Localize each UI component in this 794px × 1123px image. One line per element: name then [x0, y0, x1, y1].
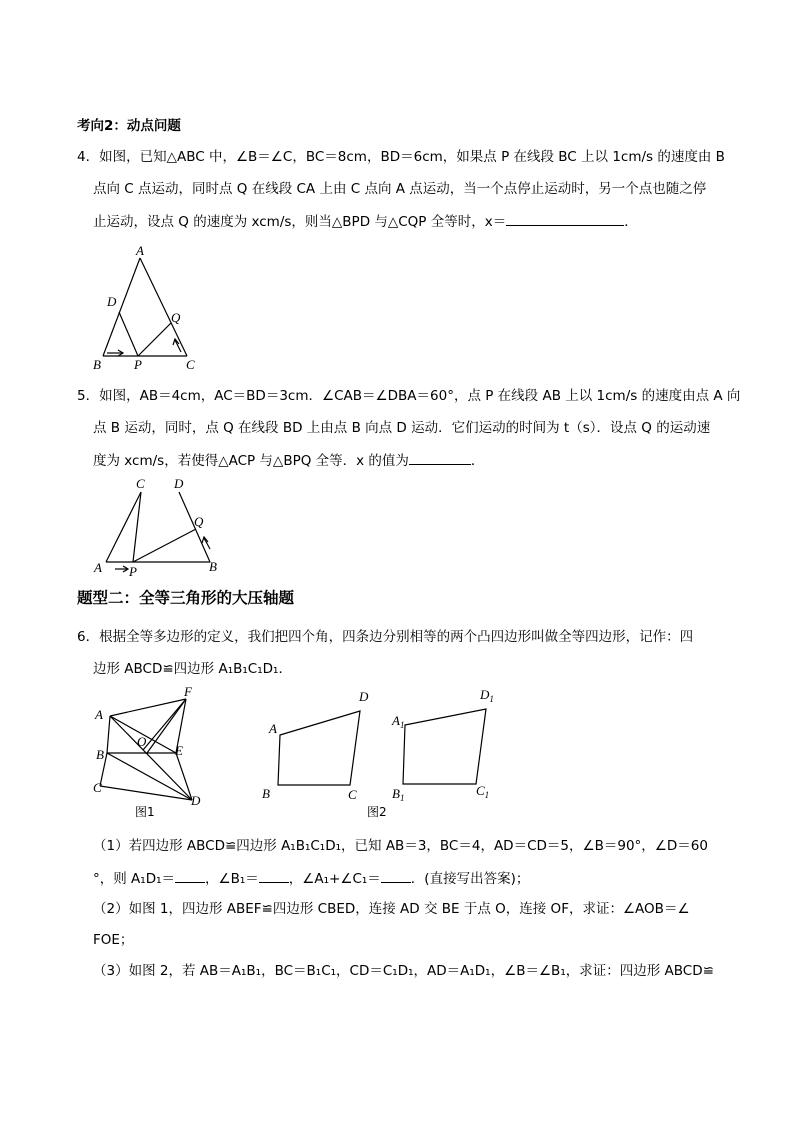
- q6-blank-a1d1[interactable]: [175, 870, 205, 883]
- fig1-label-c: C: [93, 780, 102, 795]
- fig2-label-a1: $A_1$: [392, 713, 405, 730]
- q5-label-q: Q: [194, 514, 204, 529]
- fig2-label-a: A: [269, 721, 277, 736]
- q6-part1-text-c: ，∠A₁+∠C₁＝: [288, 871, 381, 887]
- q4-segment-pq: [138, 323, 171, 356]
- fig2-caption: 图2: [367, 805, 387, 819]
- q6-line-1: 6．根据全等多边形的定义，我们把四个角，四条边分别相等的两个凸四边形叫做全等四边形，记作：四: [77, 629, 694, 645]
- fig1-label-f: F: [184, 684, 192, 699]
- q4-triangle-figure: [85, 240, 215, 375]
- q4-label-q: Q: [171, 310, 181, 325]
- q5-segment-pq: [133, 529, 196, 562]
- fig1-label-e: E: [175, 743, 183, 758]
- q6-part1-line-2: [93, 870, 529, 887]
- fig2-label-d1: $D_1$: [480, 687, 494, 704]
- fig2-label-d: D: [359, 689, 369, 704]
- q4-label-b: B: [93, 357, 101, 372]
- q5-line-1: 5．如图，AB＝4cm，AC＝BD＝3cm．∠CAB＝∠DBA＝60°，点 P 在线段 AB 上以 1cm/s 的速度由点 A 向: [77, 388, 741, 404]
- q4-label-a: A: [136, 243, 144, 258]
- q5-segment-cp: [133, 492, 141, 562]
- q5-segment-ac: [106, 492, 141, 562]
- q6-part2-line-1: （2）如图 1，四边形 ABEF≌四边形 CBED，连接 AD 交 BE 于点 O，连接 OF，求证：∠AOB＝∠: [93, 901, 690, 917]
- q6-part1-line-1: （1）若四边形 ABCD≌四边形 A₁B₁C₁D₁，已知 AB＝3，BC＝4，AD＝CD＝5，∠B＝90°，∠D＝60: [93, 838, 708, 854]
- q5-line-3-text: 度为 xcm/s，若使得△ACP 与△BPQ 全等．x 的值为: [93, 453, 409, 469]
- q5-figure: [88, 474, 228, 579]
- fig1-label-o: O: [137, 734, 147, 749]
- q4-line-3-text: 止运动，设点 Q 的速度为 xcm/s，则当△BPD 与△CQP 全等时，x＝: [93, 214, 507, 230]
- q5-label-p: P: [129, 564, 137, 579]
- fig1-label-d: D: [191, 793, 201, 808]
- q6-blank-a1c1[interactable]: [381, 870, 411, 883]
- q6-line-2: 边形 ABCD≌四边形 A₁B₁C₁D₁．: [93, 661, 292, 677]
- fig2-label-b: B: [262, 786, 270, 801]
- q6-part1-text-b: ，∠B₁＝: [205, 871, 259, 887]
- fig1-segment-ad: [110, 716, 192, 800]
- q5-label-a: A: [94, 560, 102, 575]
- q4-label-p: P: [134, 357, 142, 372]
- q4-line-1: 4．如图，已知△ABC 中，∠B＝∠C，BC＝8cm，BD＝6cm，如果点 P 在线段 BC 上以 1cm/s 的速度由 B: [77, 149, 725, 165]
- fig1-caption: 图1: [135, 805, 155, 819]
- q5-label-b: B: [209, 559, 217, 574]
- q5-line-3: [93, 452, 484, 469]
- q4-label-d: D: [107, 294, 117, 309]
- section-title-2: 题型二：全等三角形的大压轴题: [77, 589, 295, 607]
- q4-line-3-end: ．: [624, 214, 638, 230]
- fig2-label-c: C: [348, 787, 357, 802]
- q5-label-d: D: [174, 476, 184, 491]
- q6-part1-text-d: ．(直接写出答案)；: [410, 871, 530, 887]
- q5-line-3-end: ．: [470, 453, 485, 469]
- q4-side-ac: [140, 258, 187, 356]
- q4-segment-dp: [119, 312, 138, 356]
- q6-part1-text-a: °，则 A₁D₁＝: [93, 871, 175, 887]
- fig1-label-b: B: [96, 747, 104, 762]
- q6-figure-2: [255, 685, 505, 825]
- fig2-label-b1: $B_1$: [392, 786, 405, 803]
- q6-figure-1: [85, 682, 215, 822]
- fig2-quad-abcd: [278, 711, 360, 785]
- q4-line-2: 点向 C 点运动，同时点 Q 在线段 CA 上由 C 点向 A 点运动，当一个点停止运动时，另一个点也随之停: [93, 181, 707, 197]
- fig2-label-c1: $C_1$: [476, 783, 490, 800]
- q6-blank-b1[interactable]: [259, 870, 289, 883]
- fig2-quad-a1b1c1d1: [403, 709, 486, 784]
- q4-answer-blank[interactable]: [506, 213, 624, 226]
- fig1-side-ab: [107, 716, 110, 753]
- q5-arrow-q: [204, 538, 210, 549]
- q4-line-3: [93, 213, 638, 230]
- q6-part2-line-2: FOE；: [93, 932, 134, 948]
- q4-label-c: C: [186, 357, 195, 372]
- q6-part3-line-1: （3）如图 2，若 AB＝A₁B₁，BC＝B₁C₁，CD＝C₁D₁，AD＝A₁D₁，∠B＝∠B₁，求证：四边形 ABCD≌: [93, 963, 714, 979]
- fig1-label-a: A: [95, 707, 103, 722]
- q5-label-c: C: [136, 476, 145, 491]
- q5-answer-blank[interactable]: [409, 452, 471, 465]
- q5-line-2: 点 B 运动，同时，点 Q 在线段 BD 上由点 B 向点 D 运动．它们运动的时间为 t（s）．设点 Q 的运动速: [93, 420, 711, 436]
- section-title: 考向2：动点问题: [77, 118, 181, 134]
